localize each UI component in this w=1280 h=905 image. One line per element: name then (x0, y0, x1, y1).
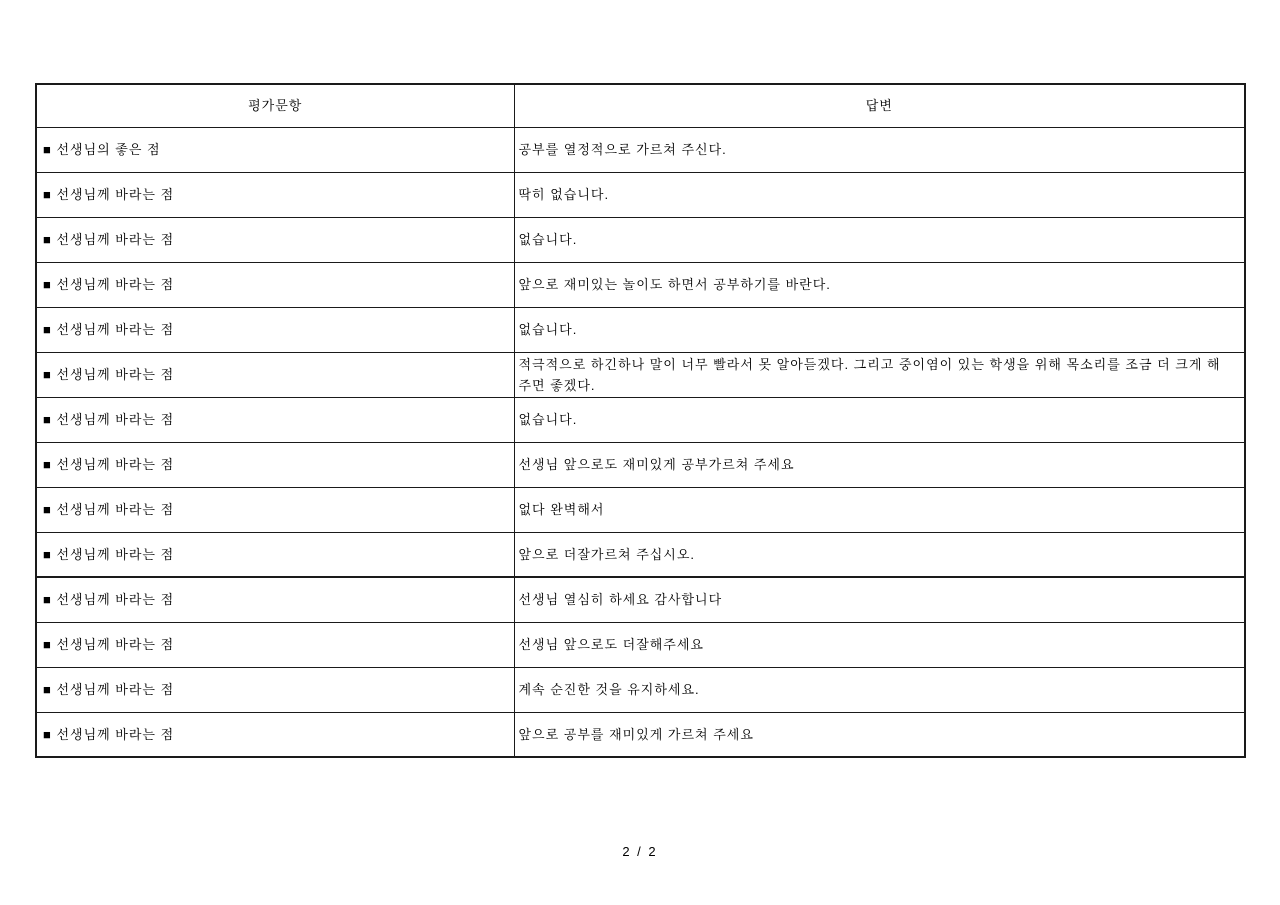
answer-cell: 선생님 앞으로도 더잘해주세요 (514, 622, 1245, 667)
question-cell: ■ 선생님께 바라는 점 (36, 487, 514, 532)
column-header-question: 평가문항 (36, 84, 514, 127)
answer-cell: 딱히 없습니다. (514, 172, 1245, 217)
answer-cell: 선생님 열심히 하세요 감사합니다 (514, 577, 1245, 622)
question-cell: ■ 선생님께 바라는 점 (36, 172, 514, 217)
answer-cell: 없다 완벽해서 (514, 487, 1245, 532)
answer-cell: 선생님 앞으로도 재미있게 공부가르쳐 주세요 (514, 442, 1245, 487)
page-number: 2 / 2 (622, 844, 658, 859)
answer-cell: 앞으로 재미있는 놀이도 하면서 공부하기를 바란다. (514, 262, 1245, 307)
table-row (36, 577, 1245, 622)
answer-cell: 없습니다. (514, 217, 1245, 262)
table-row (36, 712, 1245, 757)
question-cell: ■ 선생님께 바라는 점 (36, 352, 514, 397)
column-header-answer: 답변 (514, 84, 1245, 127)
answer-cell: 앞으로 공부를 재미있게 가르쳐 주세요 (514, 712, 1245, 757)
question-cell: ■ 선생님의 좋은 점 (36, 127, 514, 172)
question-cell: ■ 선생님께 바라는 점 (36, 217, 514, 262)
table-row (36, 442, 1245, 487)
question-cell: ■ 선생님께 바라는 점 (36, 577, 514, 622)
table-row (36, 262, 1245, 307)
question-cell: ■ 선생님께 바라는 점 (36, 712, 514, 757)
answer-cell: 공부를 열정적으로 가르쳐 주신다. (514, 127, 1245, 172)
question-cell: ■ 선생님께 바라는 점 (36, 532, 514, 577)
table-row (36, 487, 1245, 532)
question-cell: ■ 선생님께 바라는 점 (36, 667, 514, 712)
table-row (36, 307, 1245, 352)
table-row (36, 127, 1245, 172)
table-row (36, 667, 1245, 712)
answer-cell: 앞으로 더잘가르쳐 주십시오. (514, 532, 1245, 577)
table-header-row (36, 84, 1245, 127)
table-row (36, 532, 1245, 577)
answer-cell: 없습니다. (514, 307, 1245, 352)
table-row (36, 217, 1245, 262)
answer-cell: 없습니다. (514, 397, 1245, 442)
question-cell: ■ 선생님께 바라는 점 (36, 262, 514, 307)
answer-cell: 적극적으로 하긴하나 말이 너무 빨라서 못 알아듣겠다. 그리고 중이염이 있는 학생을 위해 목소리를 조금 더 크게 해 주면 좋겠다. (514, 352, 1245, 397)
question-cell: ■ 선생님께 바라는 점 (36, 622, 514, 667)
question-cell: ■ 선생님께 바라는 점 (36, 307, 514, 352)
table-row (36, 172, 1245, 217)
question-cell: ■ 선생님께 바라는 점 (36, 397, 514, 442)
question-cell: ■ 선생님께 바라는 점 (36, 442, 514, 487)
table-row (36, 352, 1245, 397)
table-row (36, 397, 1245, 442)
table-row (36, 622, 1245, 667)
evaluation-table (35, 83, 1246, 758)
answer-cell: 계속 순진한 것을 유지하세요. (514, 667, 1245, 712)
